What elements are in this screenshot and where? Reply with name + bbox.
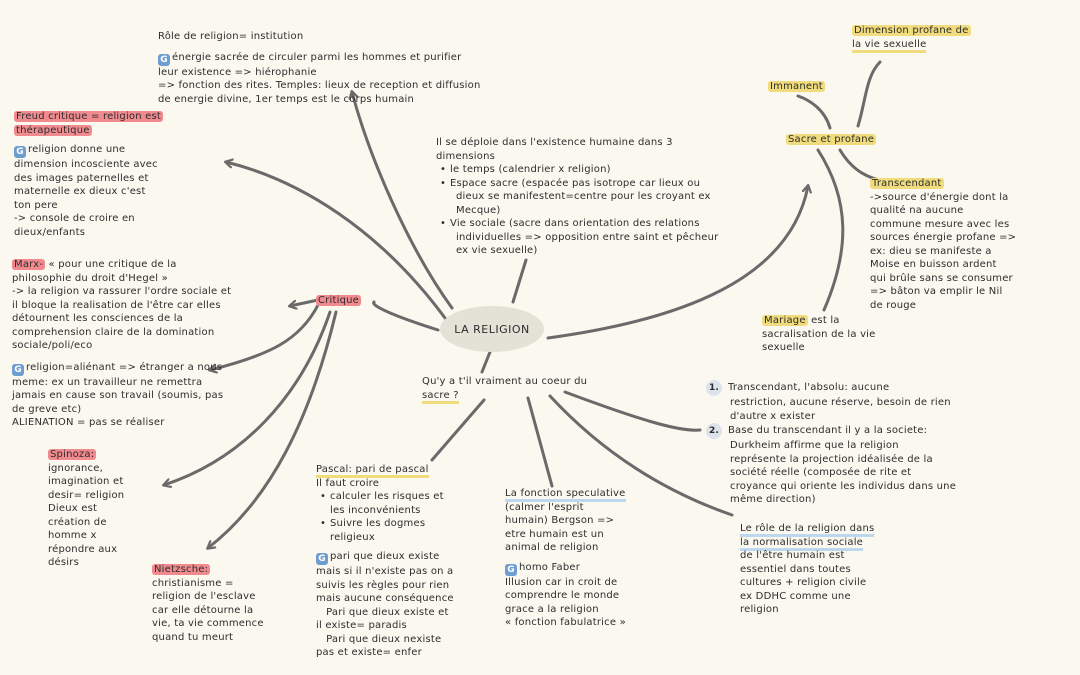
deploie-line: Il se déploie dans l'existence humaine dans 3 [436, 137, 673, 148]
speculative-line: animal de religion [505, 542, 599, 553]
durkheim-line: d'autre x exister [730, 410, 816, 422]
dimension-profane-line: Dimension profane de [854, 25, 969, 36]
transcendant-line: qualité na aucune [870, 205, 964, 216]
freud-line: ton pere [14, 199, 58, 211]
spinoza-line: imagination et [48, 476, 124, 487]
center-title: LA RELIGION [454, 322, 530, 336]
freud-block [14, 110, 163, 239]
speculative-g-line: grace a la religion [505, 603, 599, 615]
list-number: 1. [706, 380, 722, 396]
marx-line: comprehension claire de la domination [12, 326, 215, 338]
pascal-g-line: Pari que dieux existe et [316, 606, 449, 618]
critique-text: Critique [318, 295, 360, 306]
spinoza-title: Spinoza: [50, 449, 95, 460]
deploie-bullet: Espace sacre (espacée pas isotrope car lieux ou [450, 177, 701, 189]
freud-line: dieux/enfants [14, 226, 86, 238]
durkheim-block [706, 380, 956, 507]
line-quya-to-speculative [528, 398, 552, 486]
normalisation-line: la normalisation sociale [740, 537, 863, 551]
pascal-bullet: Suivre les dogmes [330, 518, 426, 529]
pascal-title: Pascal: pari de pascal [316, 464, 429, 478]
normalisation-line: Le rôle de la religion dans [740, 523, 874, 537]
durkheim-line: représente la projection idéalisée de la [730, 453, 933, 465]
nietzsche-line: quand tu meurt [152, 631, 234, 643]
pascal-bullet: calculer les risques et [330, 491, 444, 502]
freud-title-2: thérapeutique [16, 124, 90, 136]
durkheim-line: même direction) [730, 494, 816, 505]
pascal-line: Il faut croire [316, 477, 380, 489]
speculative-line: etre humain est un [505, 528, 604, 540]
nietzsche-line: christianisme = [152, 577, 234, 589]
marx-title-rest: « pour une critique de la [45, 259, 177, 270]
deploie-bullet-cont: Mecque) [456, 204, 501, 216]
marx-g-line: de greve etc) [12, 403, 82, 415]
line-to-quya [482, 352, 490, 372]
speculative-g-line: homo Faber [519, 561, 581, 573]
durkheim-line: croyance qui oriente les individus dans une [730, 480, 957, 492]
marx-title: Marx- [14, 259, 44, 270]
line-to-deploie [513, 260, 526, 302]
freud-line: -> console de croire en [14, 213, 135, 224]
center-node [440, 306, 544, 352]
transcendant-line: ->source d'énergie dont la [870, 191, 1009, 203]
normalisation-line: essentiel dans toutes [740, 563, 851, 575]
quya-block [422, 375, 587, 402]
marx-block [12, 258, 231, 430]
transcendant-block [870, 177, 1016, 312]
transcendant-line: Moise en buisson ardent [870, 259, 997, 270]
quya-line: sacre ? [422, 390, 459, 404]
mariage-block [762, 314, 876, 355]
freud-line: dimension incosciente avec [14, 159, 158, 170]
spinoza-line: création de [48, 516, 107, 528]
g-icon: G [158, 54, 170, 66]
nietzsche-line: vie, ta vie commence [152, 618, 264, 629]
immanent-label [768, 80, 825, 94]
durkheim-line: Durkheim affirme que la religion [730, 440, 899, 451]
durkheim-line: restriction, aucune réserve, besoin de rien [730, 397, 951, 408]
speculative-line: humain) Bergson => [505, 515, 615, 526]
pascal-g-line: mais si il n'existe pas on a [316, 566, 454, 577]
speculative-g-line: comprendre le monde [505, 590, 620, 601]
marx-line: il bloque la realisation de l'être car elles [12, 299, 221, 311]
quya-line: Qu'y a t'il vraiment au coeur du [422, 376, 588, 387]
mariage-rest: est la [807, 315, 840, 326]
nietzsche-line: car elle détourne la [152, 604, 254, 616]
normalisation-line: de l'être humain est [740, 550, 845, 561]
marx-line: détournent les consciences de la [12, 313, 184, 324]
role-block [158, 30, 481, 106]
deploie-bullet-cont: individuelles => opposition entre saint et pêcheur [456, 231, 719, 243]
sacre-profane-node [786, 133, 876, 147]
immanent-text: Immanent [770, 81, 823, 92]
role-line: de energie divine, 1er temps est le corps humain [158, 93, 415, 105]
durkheim-line: Base du transcendant il y a la societe: [728, 425, 928, 436]
pascal-g-line: mais aucune conséquence [316, 593, 454, 604]
speculative-title: La fonction speculative [505, 488, 626, 502]
line-quya-to-pascal [432, 400, 484, 460]
role-title: Rôle de religion= institution [158, 31, 304, 42]
transcendant-line: ex: dieu se manifeste a [870, 245, 992, 257]
durkheim-line: société réelle (composée de rite et [730, 467, 912, 478]
nietzsche-line: religion de l'esclave [152, 591, 256, 602]
marx-g-line: ALIENATION = pas se réaliser [12, 417, 165, 428]
deploie-bullet-cont: dieux se manifestent=centre pour les croyant ex [456, 191, 711, 202]
nietzsche-block [152, 563, 264, 644]
normalisation-line: religion [740, 604, 779, 615]
pascal-bullet-cont: les inconvénients [330, 504, 421, 516]
freud-line: religion donne une [28, 144, 126, 155]
speculative-g-line: Illusion car in croit de [505, 576, 618, 588]
sacre-profane-text: Sacre et profane [788, 134, 875, 145]
normalisation-line: cultures + religion civile [740, 577, 867, 588]
deploie-bullet: le temps (calendrier x religion) [450, 164, 611, 175]
marx-g-line: jamais en cause son travail (soumis, pas [12, 390, 224, 401]
marx-g-line: religion=aliénant => étranger a nous [26, 361, 223, 373]
role-line: leur existence => hiérophanie [158, 66, 317, 78]
freud-line: maternelle ex dieux c'est [14, 186, 146, 197]
g-icon: G [316, 553, 328, 565]
g-icon: G [14, 146, 26, 158]
deploie-block: Il se déploie dans l'existence humaine dans 3 dimensions • le temps (calendrier x religion) • Espace sacre (espacée pas isotrope car lieux ou dieux se manifestent=centre pour les croyant ex Mecque) • Vie sociale (sacre dans orientation des relations individuelles => opposition entre saint et pêcheur ex vie sexuelle) [436, 137, 719, 256]
mariage-word: Mariage [764, 315, 806, 326]
line-sacre-to-immanent [798, 96, 830, 128]
pascal-g-line: Pari que dieux nexiste [316, 633, 442, 645]
pascal-block: Pascal: pari de pascal Il faut croire • calculer les risques et les inconvénients • Suivre les dogmes religieux G pari que dieux existe mais si il n'existe pas on a suivis les règles pour rien mais aucune conséquence Pari que dieux existe et il existe= paradis Pari que dieux nexiste pas et existe= enfer [316, 464, 454, 658]
list-number: 2. [706, 423, 722, 439]
normalisation-line: ex DDHC comme une [740, 590, 851, 602]
spinoza-line: Dieux est [48, 503, 98, 514]
spinoza-line: desir= religion [48, 489, 125, 501]
spinoza-block [48, 448, 124, 570]
line-sacre-to-mariage [818, 150, 843, 310]
deploie-bullet: Vie sociale (sacre dans orientation des relations [450, 218, 700, 229]
nietzsche-title: Nietzsche: [154, 564, 209, 575]
role-line: énergie sacrée de circuler parmi les hommes et purifier [172, 51, 462, 63]
marx-line: philosophie du droit d'Hegel » [12, 272, 168, 284]
spinoza-line: ignorance, [48, 462, 103, 474]
speculative-g-line: « fonction fabulatrice » [505, 617, 626, 628]
pascal-g-line: pas et existe= enfer [316, 647, 422, 658]
pascal-bullet-cont: religieux [330, 531, 375, 543]
freud-title: Freud critique = religion est [16, 111, 162, 122]
spinoza-line: homme x [48, 530, 97, 541]
transcendant-line: de rouge [870, 299, 917, 311]
line-sacre-to-dimension [858, 62, 880, 126]
pascal-g-line: pari que dieux existe [330, 551, 440, 562]
arrow-to-critique [374, 302, 438, 330]
deploie-bullet-cont: ex vie sexuelle) [456, 245, 538, 256]
transcendant-title: Transcendant [872, 178, 942, 189]
marx-g-line: meme: ex un travailleur ne remettra [12, 376, 203, 388]
speculative-line: (calmer l'esprit [505, 501, 584, 513]
g-icon: G [12, 364, 24, 376]
deploie-line: dimensions [436, 150, 496, 162]
g-icon: G [505, 564, 517, 576]
durkheim-line: Transcendant, l'absolu: aucune [728, 382, 890, 393]
marx-line: sociale/poli/eco [12, 340, 93, 351]
marx-line: -> la religion va rassurer l'ordre sociale et [12, 286, 232, 297]
mariage-line: sexuelle [762, 342, 805, 353]
mariage-line: sacralisation de la vie [762, 328, 876, 340]
transcendant-line: => bâton va emplir le Nil [870, 286, 1003, 297]
critique-node [316, 294, 361, 308]
dimension-profane-block [852, 24, 971, 51]
transcendant-line: qui brûle sans se consumer [870, 272, 1013, 284]
arrow-critique-to-marx [290, 300, 318, 306]
freud-line: des images paternelles et [14, 172, 149, 184]
role-line: => fonction des rites. Temples: lieux de reception et diffusion [158, 80, 481, 91]
dimension-profane-line: la vie sexuelle [852, 39, 926, 53]
speculative-block [505, 487, 626, 630]
transcendant-line: sources énergie profane => [870, 232, 1017, 243]
transcendant-line: commune mesure avec les [870, 218, 1010, 230]
spinoza-line: désirs [48, 557, 80, 568]
normalisation-block [740, 522, 874, 617]
spinoza-line: répondre aux [48, 543, 118, 555]
pascal-g-line: suivis les règles pour rien [316, 579, 450, 591]
pascal-g-line: il existe= paradis [316, 620, 407, 631]
